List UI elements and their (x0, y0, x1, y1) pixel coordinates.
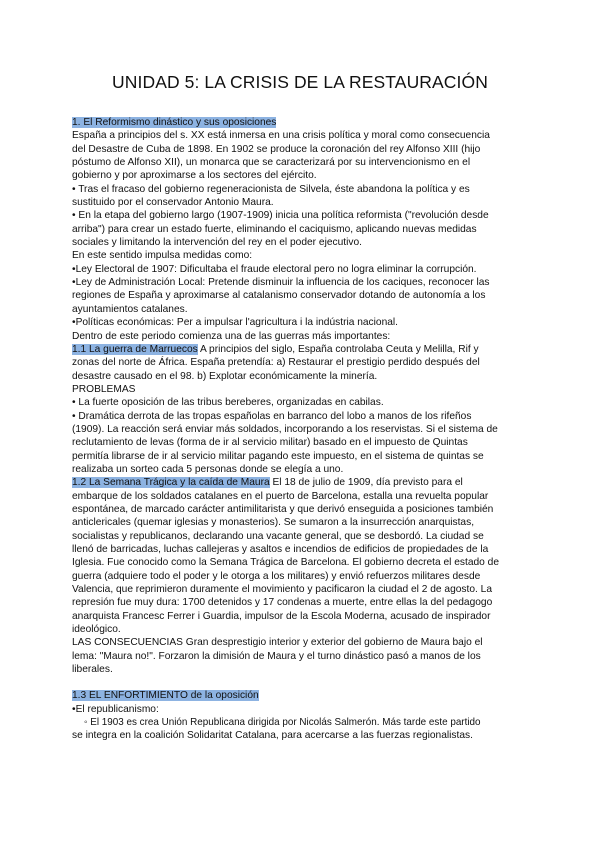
text-line: • Dramática derrota de las tropas españolas en barranco del lobo a manos de los rifeños (72, 410, 472, 422)
text-line: embarque de los soldados catalanes en el puerto de Barcelona, estalla una revuelta popular (72, 490, 489, 502)
text-line: desastre causado en el 98. b) Explotar económicamente la minería. (72, 370, 378, 382)
text-line: ◦ El 1903 es crea Unión Republicana dirigida por Nicolás Salmerón. Más tarde este partido (84, 717, 481, 729)
text-line: llenó de barricadas, luchas callejeras y asaltos e incendios de edificios de propiedades de la (72, 544, 489, 555)
line-text: El 18 de julio de 1909, día previsto para el (269, 477, 463, 489)
text-line: ideológico. (72, 624, 121, 636)
text-line: gobierno y por aproximarse a los sectores del ejército. (72, 170, 317, 182)
text-line: Iglesia. Fue conocido como la Semana Trágica de Barcelona. El gobierno decreta el estado de (72, 557, 500, 569)
text-line: anticlericales (quemar iglesias y monasterios). Se sumaron a la insurrección anarquistas, (72, 517, 475, 529)
text-line: espontánea, de marcado carácter antimilitarista y que derivó enseguida a posiciones también (72, 503, 494, 515)
subsection-line (72, 476, 532, 489)
text-line: arriba") para crear un estado fuerte, eliminando el caciquismo, aplicando nuevas medidas (72, 223, 477, 235)
text-line: represión fue muy dura: 1700 detenidos y 17 condenas a muerte, entre ellas la del pedagogo (72, 597, 493, 609)
text-line: • La fuerte oposición de las tribus bereberes, organizadas en cabilas. (72, 397, 384, 409)
text-line: se integra en la coalición Solidaritat Catalana, para acercarse a las fuerzas regionalistas. (72, 730, 473, 742)
text-line: del Desastre de Cuba de 1898. En 1902 se produce la coronación del rey Alfonso XIII (hijo (72, 143, 481, 155)
section-heading (72, 689, 532, 702)
text-line: Valencia, que reprimieron duramente el movimiento y pacificaron la ciudad el 2 de agosto. La (72, 584, 492, 596)
highlighted-subheading-text: 1.1 La guerra de Marruecos (72, 343, 198, 355)
highlighted-heading-text: 1.3 EL ENFORTIMIENTO de la oposición (72, 690, 259, 702)
subsection-line (72, 343, 532, 356)
line-text: A principios del siglo, España controlaba Ceuta y Melilla, Rif y (197, 343, 479, 355)
text-line: regiones de España y aproximarse al catalanismo conservador dotando de autonomía a los (72, 290, 486, 302)
text-line: lema: "Maura no!". Forzaron la dimisión de Maura y el turno dinástico pasó a manos de los (72, 650, 481, 662)
paragraph-gap (72, 676, 532, 689)
highlighted-subheading-text: 1.2 La Semana Trágica y la caída de Maura (72, 477, 270, 489)
text-line: •Ley de Administración Local: Pretende disminuir la influencia de los caciques, reconocer las (72, 277, 490, 289)
text-line: socialistas y republicanos, declarando una vacante general, que se desbordó. La ciudad se (72, 530, 484, 542)
text-line: •Políticas económicas: Per a impulsar l'agricultura i la indústria nacional. (72, 317, 398, 329)
text-line: ayuntamientos catalanes. (72, 303, 188, 315)
text-line: PROBLEMAS (72, 383, 136, 395)
text-line: •El republicanismo: (72, 703, 159, 715)
text-line: España a principios del s. XX está inmersa en una crisis política y moral como consecuencia (72, 130, 490, 142)
text-line: anarquista Francesc Ferrer i Guardia, impulsor de la Escola Moderna, acusado de inspirador (72, 610, 491, 622)
text-line: sustituido por el conservador Antonio Maura. (72, 197, 274, 209)
highlighted-heading-text: 1. El Reformismo dinástico y sus oposiciones (72, 117, 277, 128)
text-line: (1909). La reacción será enviar más soldados, incorporando a los reservistas. Si el sistema de (72, 423, 498, 435)
document-body (72, 116, 532, 743)
text-line: póstumo de Alfonso XII), un monarca que se caracterizará por su intervencionismo en el (72, 157, 471, 169)
text-line: • En la etapa del gobierno largo (1907-1909) inicia una política reformista ("revolución desde (72, 210, 489, 222)
text-line: guerra (adquiere todo el poder y le otorga a los militares) y envió refuerzos militares desde (72, 570, 481, 582)
text-line: liberales. (72, 664, 113, 676)
text-line: En este sentido impulsa medidas como: (72, 250, 253, 262)
text-line: • Tras el fracaso del gobierno regeneracionista de Silvela, éste abandona la política y es (72, 183, 470, 195)
text-line: permitía librarse de ir al servicio militar pagando este impuesto, en el sistema de quintas se (72, 450, 484, 462)
text-line: reclutamiento de levas (forma de ir al servicio militar) basado en el impuesto de Quintas (72, 437, 468, 449)
document-title: UNIDAD 5: LA CRISIS DE LA RESTAURACIÓN (112, 72, 488, 92)
text-line: LAS CONSECUENCIAS Gran desprestigio interior y exterior del gobierno de Maura bajo el (72, 637, 483, 649)
text-line: zonas del norte de África. España pretendía: a) Restaurar el prestigio perdido después del (72, 357, 480, 369)
text-line: Dentro de este periodo comienza una de las guerras más importantes: (72, 330, 391, 342)
text-line: •Ley Electoral de 1907: Dificultaba el fraude electoral pero no logra eliminar la corrupción. (72, 263, 477, 275)
section-heading (72, 116, 532, 129)
text-line: sociales y limitando la intervención del rey en el poder ejecutivo. (72, 237, 362, 249)
text-line: realizaba un sorteo cada 5 personas donde se elegía a uno. (72, 463, 344, 475)
